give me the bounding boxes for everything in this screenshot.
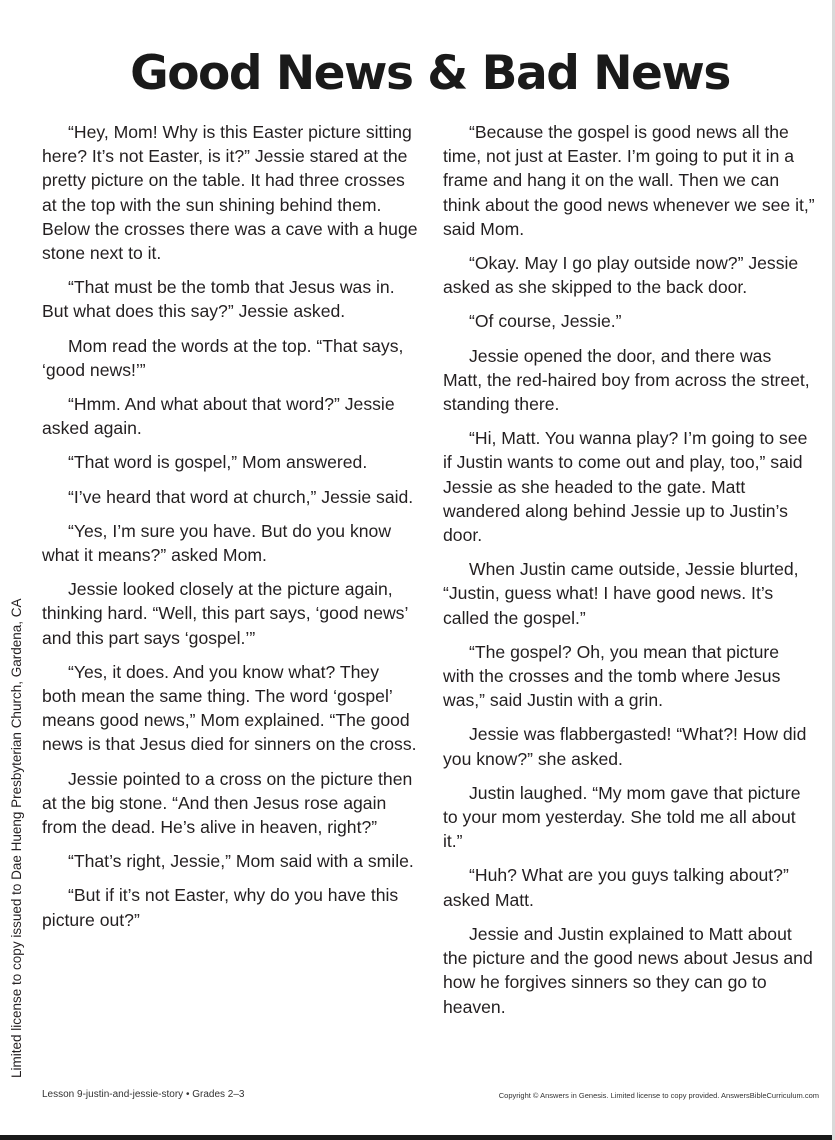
paragraph: “Because the gospel is good news all the time, not just at Easter. I’m going to put it in a frame and hang it on the wall. Then we can think about the good news whenever we see it,” said Mom. bbox=[443, 122, 815, 239]
paragraph: “That must be the tomb that Jesus was in. But what does this say?” Jessie asked. bbox=[42, 277, 395, 322]
story-column-right bbox=[443, 120, 815, 1029]
bottom-border bbox=[0, 1135, 835, 1140]
paragraph: When Justin came outside, Jessie blurted, “Justin, guess what! I have good news. It’s called the gospel.” bbox=[443, 559, 799, 628]
paragraph: Mom read the words at the top. “That says, ‘good news!’” bbox=[42, 335, 404, 380]
paragraph: “The gospel? Oh, you mean that picture with the crosses and the tomb where Jesus was,” said Justin with a grin. bbox=[443, 641, 781, 711]
paragraph: “I’ve heard that word at church,” Jessie said. bbox=[68, 486, 414, 507]
paragraph: “But if it’s not Easter, why do you have this picture out?” bbox=[42, 885, 399, 930]
paragraph: Jessie and Justin explained to Matt about the picture and the good news about Jesus and how he forgives sinners so they can go to heaven. bbox=[443, 923, 813, 1017]
paragraph: “Hmm. And what about that word?” Jessie asked again. bbox=[42, 394, 395, 439]
paragraph: “Of course, Jessie.” bbox=[469, 311, 622, 332]
footer-lesson-info: Lesson 9-justin-and-jessie-story • Grades 2–3 bbox=[42, 1089, 245, 1100]
story-column-left bbox=[42, 120, 418, 942]
footer-copyright: Copyright © Answers in Genesis. Limited license to copy provided. AnswersBibleCurriculum.com bbox=[498, 1091, 819, 1100]
paragraph: Jessie pointed to a cross on the picture then at the big stone. “And then Jesus rose again from the dead. He’s alive in heaven, right?” bbox=[42, 768, 413, 838]
paragraph: Justin laughed. “My mom gave that picture to your mom yesterday. She told me all about it.” bbox=[443, 782, 801, 852]
paragraph: “Hi, Matt. You wanna play? I’m going to see if Justin wants to come out and play, too,” said Jessie as she headed to the gate. Matt wandered along behind Jessie up to Justin’s door. bbox=[443, 428, 808, 546]
paragraph: “That word is gospel,” Mom answered. bbox=[68, 452, 368, 473]
paragraph: “Yes, I’m sure you have. But do you know what it means?” asked Mom. bbox=[42, 520, 392, 566]
paragraph: Jessie looked closely at the picture again, thinking hard. “Well, this part says, ‘good news’ and this part says ‘gospel.’” bbox=[42, 579, 408, 648]
license-side-note: Limited license to copy issued to Dae Hueng Presbyterian Church, Gardena, CA bbox=[9, 598, 24, 1078]
page-title: Good News & Bad News bbox=[130, 46, 730, 101]
paragraph: “Okay. May I go play outside now?” Jessie asked as she skipped to the back door. bbox=[443, 253, 799, 298]
paragraph: “Yes, it does. And you know what? They both mean the same thing. The word ‘gospel’ means good news,” Mom explained. “The good news is that Jesus died for sinners on the cross. bbox=[42, 661, 417, 755]
paragraph: “Huh? What are you guys talking about?” asked Matt. bbox=[443, 865, 789, 910]
paragraph: Jessie was flabbergasted! “What?! How did you know?” she asked. bbox=[443, 724, 807, 769]
paragraph: “That’s right, Jessie,” Mom said with a smile. bbox=[68, 851, 414, 872]
paragraph: Jessie opened the door, and there was Matt, the red-haired boy from across the street, standing there. bbox=[443, 345, 810, 415]
paragraph: “Hey, Mom! Why is this Easter picture sitting here? It’s not Easter, is it?” Jessie stared at the pretty picture on the table. It had three crosses at the top with the sun shining behind them. Below the crosses there was a cave with a huge stone next to it. bbox=[42, 122, 418, 264]
